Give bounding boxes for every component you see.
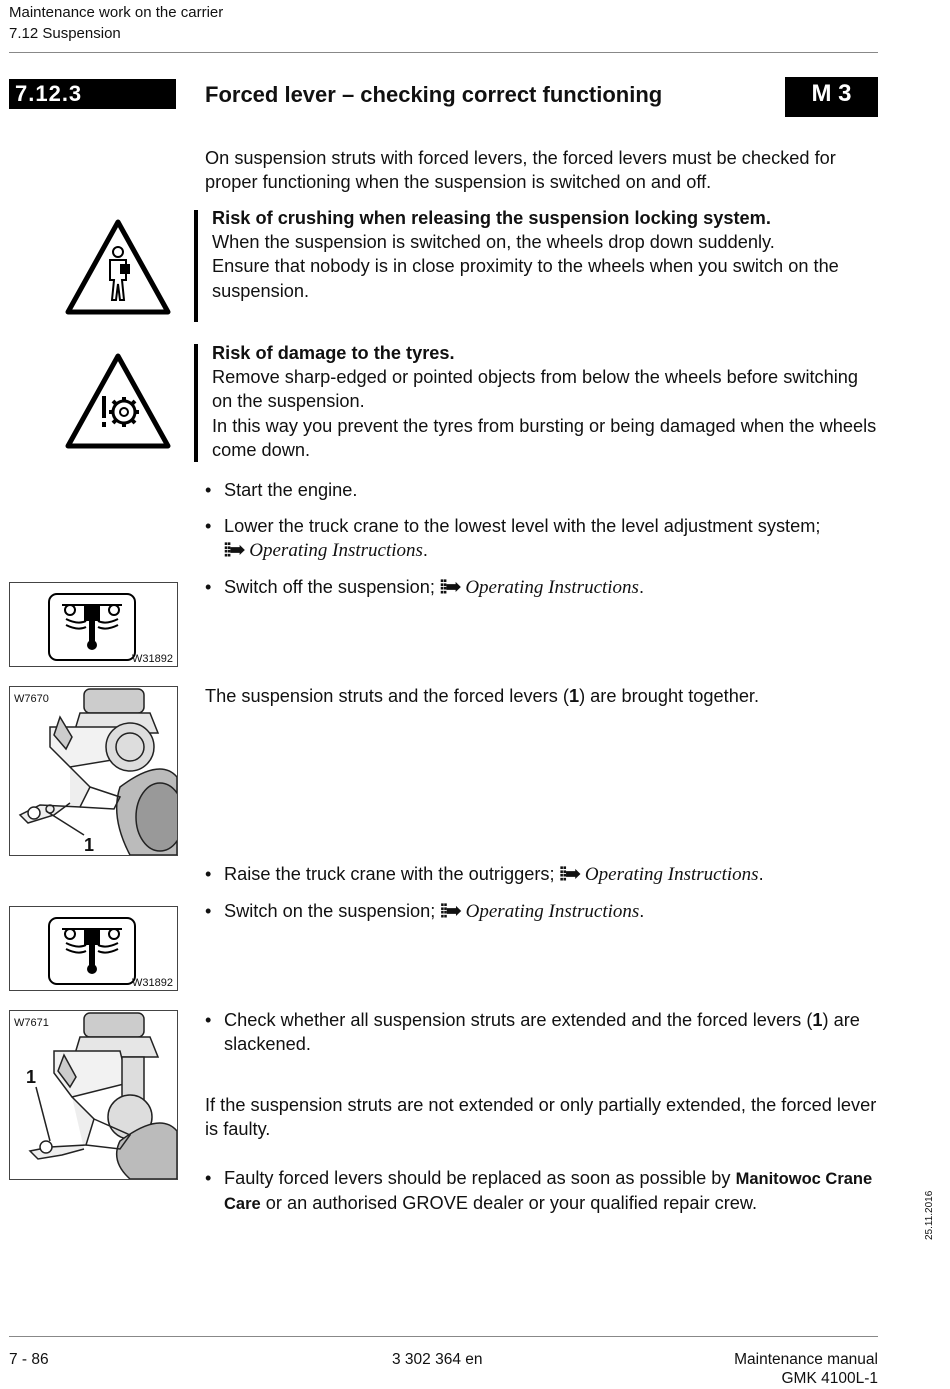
list-item: • Raise the truck crane with the outriggers; ⦙⦙➡ Operating Instructions. [205,864,764,885]
text-segment: The suspension struts and the forced levers ( [205,686,569,706]
warning-text: Remove sharp-edged or pointed objects from below the wheels before switching on the suspension. [212,367,859,412]
intro-paragraph: On suspension struts with forced levers, the forced levers must be checked for proper functioning when the suspension is switched on and off. [205,148,836,193]
text-segment: ) are brought together. [579,686,760,706]
callout-ref: 1 [812,1010,823,1030]
text-segment: ) are slackened. [224,1010,860,1055]
faulty-paragraph: If the suspension struts are not extended or only partially extended, the forced lever is faulty. [205,1095,877,1140]
step-text: Switch on the suspension; [224,901,436,921]
figure-brought-together [9,686,178,856]
operating-instructions-link[interactable]: Operating Instructions [584,864,759,885]
footer-doc-number: 3 302 364 en [392,1351,483,1368]
reference-arrow-icon: ⦙⦙➡ [224,540,245,561]
list-item: • Faulty forced levers should be replaced as soon as possible by Manitowoc Crane Care or an authorised GROVE dealer or your qualified repair crew. [205,1168,873,1214]
operating-instructions-link[interactable]: Operating Instructions [465,901,640,922]
warning-bar [194,344,198,462]
figure-slackened [9,1010,178,1180]
header-rule [9,52,878,53]
warning-text: In this way you prevent the tyres from bursting or being damaged when the wheels come down. [212,415,877,460]
footer-model: GMK 4100L-1 [781,1370,878,1387]
figure-code: W7671 [14,1017,49,1029]
operating-instructions-link[interactable]: Operating Instructions [465,577,639,598]
brought-together-text [205,684,885,708]
suspension-off-icon [48,593,136,661]
list-item: • Switch off the suspension; ⦙⦙➡ Operating Instructions. [205,577,645,598]
callout-ref: 1 [568,686,580,706]
step-text: Start the engine. [224,480,358,500]
figure-suspension-on [9,906,178,991]
damage-warning-icon [62,350,174,450]
list-item: • Start the engine. [205,478,875,502]
warning-title: Risk of damage to the tyres. [212,343,455,363]
list-item: • Check whether all suspension struts are extended and the forced levers (1) are slackened. [205,1010,860,1055]
suspension-strut-drawing [10,687,177,855]
list-item: • Lower the truck crane to the lowest level with the level adjustment system; ⦙⦙➡ Operating Instructions. [205,516,821,562]
footer-rule [9,1336,878,1337]
suspension-strut-drawing [10,1011,177,1179]
brand-name: Manitowoc Crane Care [224,1170,873,1214]
section-number: 7.12.3 [9,79,176,109]
reference-arrow-icon: ⦙⦙➡ [440,577,461,597]
section-title: Forced lever – checking correct functioning [205,82,663,107]
warning-tyres [212,341,882,462]
figure-code: W7670 [14,693,49,705]
crushing-warning-icon [62,216,174,316]
operating-instructions-link[interactable]: Operating Instructions [249,540,423,562]
side-date: 25.11.2016 [924,1190,935,1240]
text-segment: or an authorised GROVE dealer or your qualified repair crew. [265,1193,758,1214]
header-chapter: Maintenance work on the carrier [9,4,224,21]
step-text: Lower the truck crane to the lowest level with the level adjustment system; [224,516,821,536]
figure-code: W31892 [132,653,173,665]
header-subchapter: 7.12 Suspension [9,25,121,42]
figure-code: W31892 [132,977,173,989]
callout-1: 1 [26,1067,37,1087]
list-item: • Switch on the suspension; ⦙⦙➡ Operating Instructions. [205,901,645,922]
warning-crushing [212,206,882,303]
text-segment: Check whether all suspension struts are extended and the forced levers ( [224,1010,813,1030]
warning-text: Ensure that nobody is in close proximity to the wheels when you switch on the suspension. [212,256,839,301]
figure-suspension-off [9,582,178,667]
footer-manual-type: Maintenance manual [734,1351,878,1368]
maintenance-tag: M 3 [785,77,878,117]
warning-title: Risk of crushing when releasing the suspension locking system. [212,208,771,228]
step-text: Raise the truck crane with the outriggers; [224,864,555,884]
suspension-on-icon [48,917,136,985]
step-text: Switch off the suspension; [224,577,435,597]
reference-arrow-icon: ⦙⦙➡ [440,901,461,921]
warning-bar [194,210,198,322]
warning-text: When the suspension is switched on, the wheels drop down suddenly. [212,232,775,253]
footer-page-number: 7 - 86 [9,1351,49,1368]
reference-arrow-icon: ⦙⦙➡ [559,864,580,884]
text-segment: Faulty forced levers should be replaced as soon as possible by [224,1168,731,1188]
callout-1: 1 [84,835,95,855]
